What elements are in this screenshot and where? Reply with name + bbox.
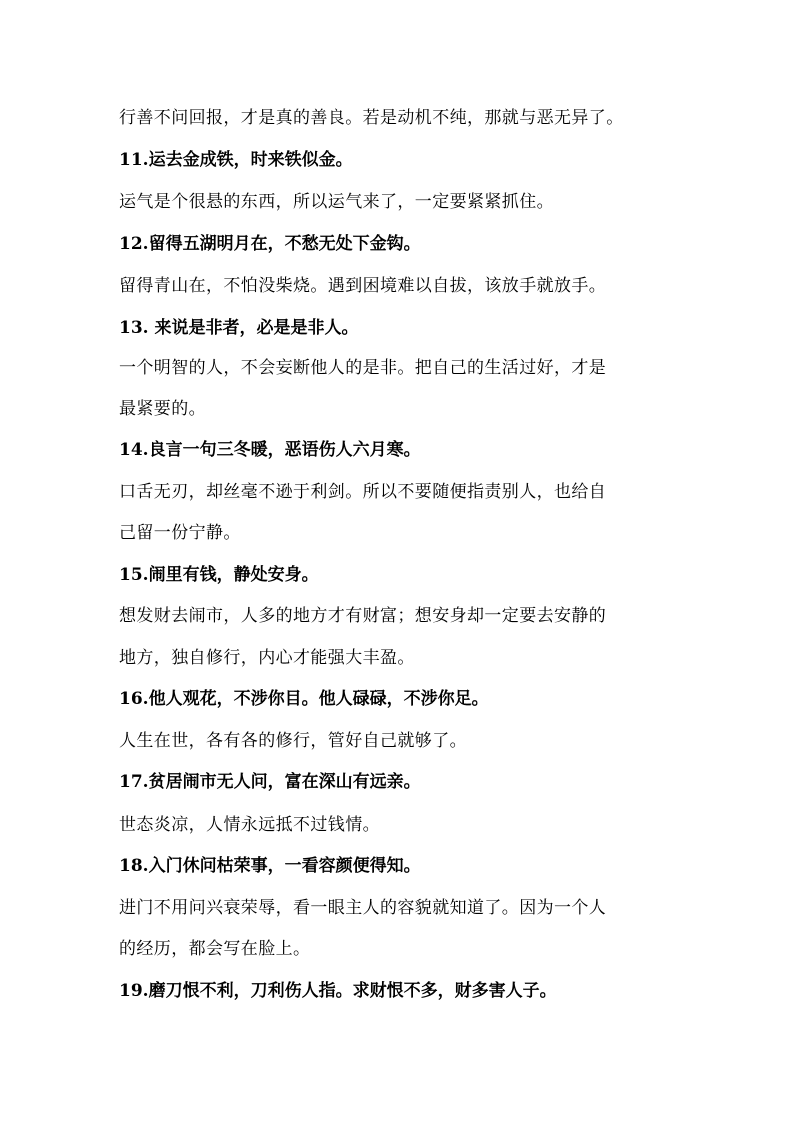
body-line: 进门不用问兴衰荣辱，看一眼主人的容貌就知道了。因为一个人 bbox=[119, 898, 607, 918]
body-line: 世态炎凉，人情永远抵不过钱情。 bbox=[119, 815, 380, 835]
body-line: 己留一份宁静。 bbox=[119, 523, 241, 543]
proverb-heading: 12.留得五湖明月在，不愁无处下金钩。 bbox=[119, 234, 421, 254]
proverb-heading: 13. 来说是非者，必是是非人。 bbox=[119, 318, 359, 338]
proverb-heading: 18.入门休问枯荣事，一看容颜便得知。 bbox=[119, 856, 421, 876]
proverb-heading: 15.闹里有钱，静处安身。 bbox=[119, 565, 319, 585]
body-line: 口舌无刃，却丝毫不逊于利剑。所以不要随便指责别人，也给自 bbox=[119, 482, 607, 502]
body-line: 留得青山在，不怕没柴烧。遇到困境难以自拔，该放手就放手。 bbox=[119, 276, 607, 296]
proverb-heading: 14.良言一句三冬暖，恶语伤人六月寒。 bbox=[119, 440, 421, 460]
body-line: 运气是个很悬的东西，所以运气来了，一定要紧紧抓住。 bbox=[119, 192, 554, 212]
body-line: 一个明智的人，不会妄断他人的是非。把自己的生活过好，才是 bbox=[119, 358, 607, 378]
proverb-heading: 19.磨刀恨不利，刀利伤人指。求财恨不多，财多害人子。 bbox=[119, 981, 557, 1001]
body-line: 最紧要的。 bbox=[119, 399, 206, 419]
body-line: 地方，独自修行，内心才能强大丰盈。 bbox=[119, 648, 415, 668]
proverb-heading: 11.运去金成铁，时来铁似金。 bbox=[119, 150, 353, 170]
body-line: 行善不问回报，才是真的善良。若是动机不纯，那就与恶无异了。 bbox=[119, 108, 624, 128]
body-line: 人生在世，各有各的修行，管好自己就够了。 bbox=[119, 731, 467, 751]
body-line: 的经历，都会写在脸上。 bbox=[119, 939, 311, 959]
proverb-heading: 16.他人观花，不涉你目。他人碌碌，不涉你足。 bbox=[119, 689, 489, 709]
proverb-heading: 17.贫居闹市无人问，富在深山有远亲。 bbox=[119, 772, 421, 792]
body-line: 想发财去闹市，人多的地方才有财富；想安身却一定要去安静的 bbox=[119, 606, 607, 626]
